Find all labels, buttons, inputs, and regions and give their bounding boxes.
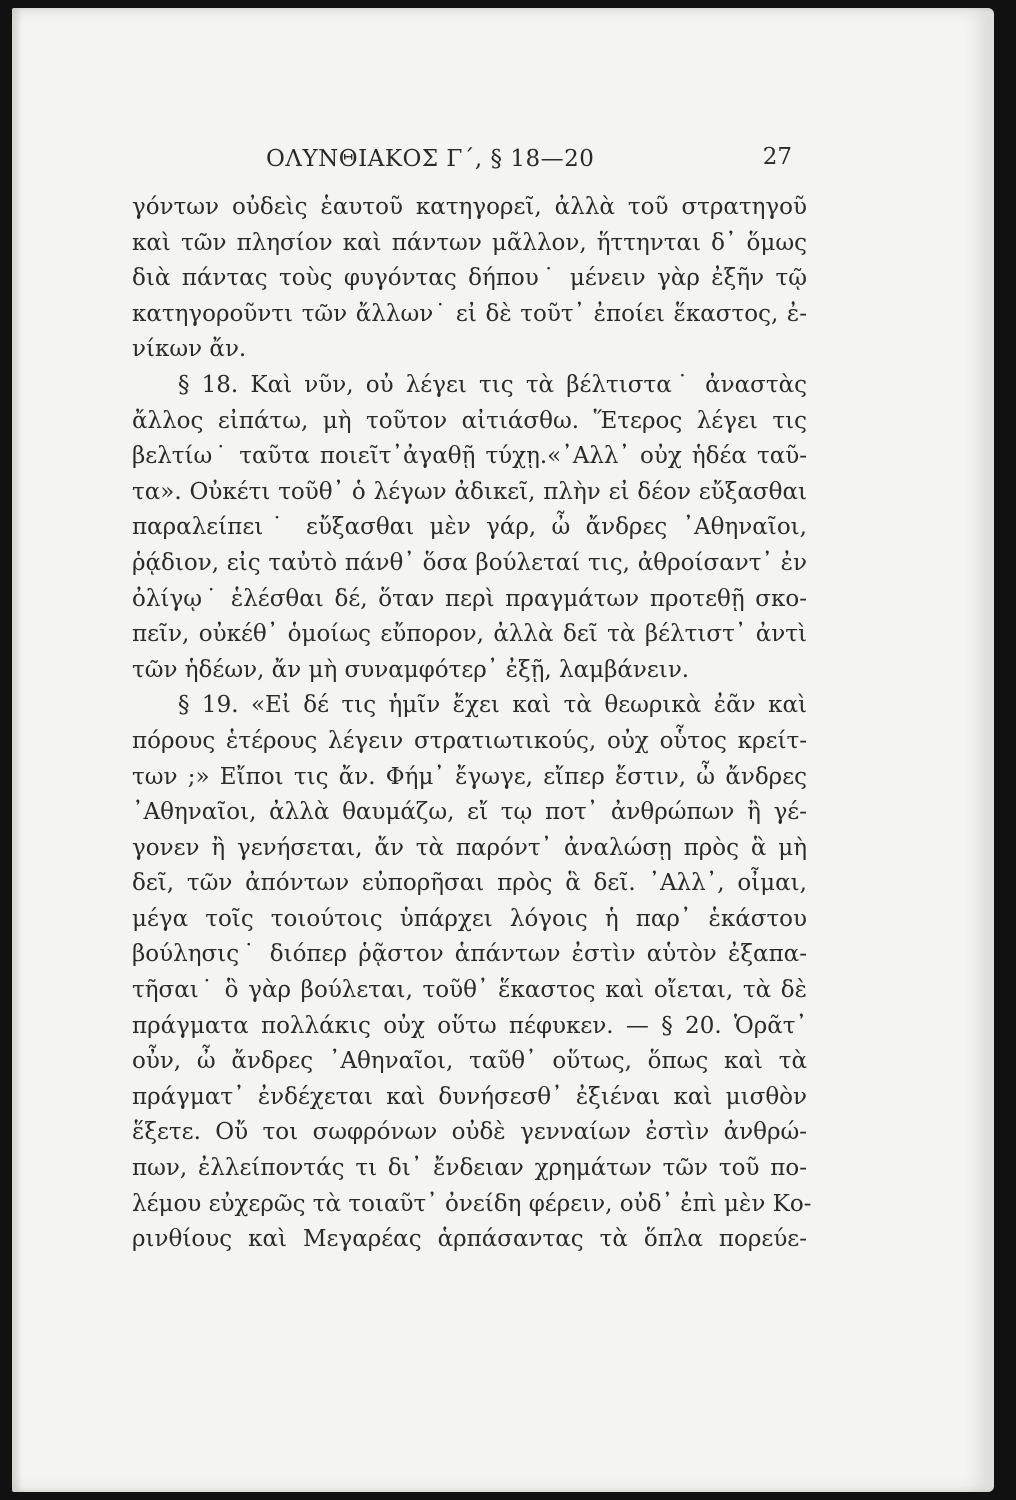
text-line: ῥᾴδιον, εἰς ταὐτὸ πάνθ᾽ ὅσα βούλεταί τις, ἀθροίσαντ᾽ ἐν xyxy=(132,549,807,576)
text-line: των ;» Εἴποι τις ἄν. Φήμ᾽ ἔγωγε, εἴπερ ἔστιν, ὦ ἄνδρες xyxy=(132,763,807,790)
text-line: δεῖ, τῶν ἀπόντων εὐπορῆσαι πρὸς ἃ δεῖ. ᾽Αλλ᾽, οἶμαι, xyxy=(132,870,807,897)
running-title: ΟΛΥΝΘΙΑΚΟΣ Γ΄, § 18—20 xyxy=(266,146,595,172)
text-line: πράγματα πολλάκις οὐχ οὕτω πέφυκεν. — § 20. Ὁρᾶτ᾽ xyxy=(132,1012,807,1039)
text-line: λέμου εὐχερῶς τὰ τοιαῦτ᾽ ὀνείδη φέρειν, οὐδ᾽ ἐπὶ μὲν Κο- xyxy=(132,1190,812,1217)
text-line: νίκων ἄν. xyxy=(132,336,247,363)
text-line: τῆσαι˙ ὃ γὰρ βούλεται, τοῦθ᾽ ἕκαστος καὶ οἴεται, τὰ δὲ xyxy=(132,977,807,1004)
text-line: οὖν, ὦ ἄνδρες ᾽Αθηναῖοι, ταῦθ᾽ οὕτως, ὅπως καὶ τὰ xyxy=(132,1048,807,1075)
text-line: τα». Οὐκέτι τοῦθ᾽ ὁ λέγων ἀδικεῖ, πλὴν εἰ δέον εὔξασθαι xyxy=(132,478,807,505)
text-line: ἕξετε. Οὔ τοι σωφρόνων οὐδὲ γενναίων ἐστὶν ἀνθρώ- xyxy=(132,1119,807,1146)
text-line: διὰ πάντας τοὺς φυγόντας δήπου˙ μένειν γὰρ ἐξῆν τῷ xyxy=(132,265,807,292)
book-page xyxy=(12,8,994,1492)
text-line: ρινθίους καὶ Μεγαρέας ἁρπάσαντας τὰ ὅπλα πορεύε- xyxy=(132,1226,807,1253)
text-line: τῶν ἡδέων, ἄν μὴ συναμφότερ᾽ ἐξῇ, λαμβάνειν. xyxy=(132,656,690,683)
section-19-start: § 19. «Εἰ δέ τις ἡμῖν ἔχει καὶ τὰ θεωρικὰ ἐᾶν καὶ xyxy=(178,692,807,719)
text-line: γονεν ἢ γενήσεται, ἄν τὰ παρόντ᾽ ἀναλώσῃ πρὸς ἃ μὴ xyxy=(132,834,807,861)
page-header xyxy=(262,146,792,182)
text-line: πων, ἐλλείποντάς τι δι᾽ ἔνδειαν χρημάτων τῶν τοῦ πο- xyxy=(132,1155,807,1182)
text-line: ἄλλος εἰπάτω, μὴ τοῦτον αἰτιάσθω. Ἕτερος λέγει τις xyxy=(132,407,807,434)
text-line: ᾽Αθηναῖοι, ἀλλὰ θαυμάζω, εἴ τῳ ποτ᾽ ἀνθρώπων ἢ γέ- xyxy=(132,799,807,826)
text-line: μέγα τοῖς τοιούτοις ὑπάρχει λόγοις ἡ παρ᾽ ἑκάστου xyxy=(132,905,807,932)
section-18-start: § 18. Καὶ νῦν, οὐ λέγει τις τὰ βέλτιστα˙ ἀναστὰς xyxy=(178,371,807,398)
text-line: βούλησις˙ διόπερ ῥᾷστον ἁπάντων ἐστὶν αὑτὸν ἐξαπα- xyxy=(132,941,807,968)
text-line: καὶ τῶν πλησίον καὶ πάντων μᾶλλον, ἥττηνται δ᾽ ὅμως xyxy=(132,229,807,256)
text-line: κατηγοροῦντι τῶν ἄλλων˙ εἰ δὲ τοῦτ᾽ ἐποίει ἕκαστος, ἐ- xyxy=(132,300,807,327)
page-number: 27 xyxy=(762,144,792,170)
text-line: πόρους ἑτέρους λέγειν στρατιωτικούς, οὐχ οὗτος κρείτ- xyxy=(132,727,807,754)
text-line: βελτίω˙ ταῦτα ποιεῖτ᾽ἀγαθῇ τύχῃ.«᾽Αλλ᾽ οὐχ ἡδέα ταῦ- xyxy=(132,443,807,470)
text-line: πεῖν, οὐκέθ᾽ ὁμοίως εὔπορον, ἀλλὰ δεῖ τὰ βέλτιστ᾽ ἀντὶ xyxy=(132,621,807,648)
text-line: πράγματ᾽ ἐνδέχεται καὶ δυνήσεσθ᾽ ἐξιέναι καὶ μισθὸν xyxy=(132,1083,807,1110)
text-line: παραλείπει˙ εὔξασθαι μὲν γάρ, ὦ ἄνδρες ᾽Αθηναῖοι, xyxy=(132,514,807,541)
text-line: ὀλίγῳ˙ ἑλέσθαι δέ, ὅταν περὶ πραγμάτων προτεθῇ σκο- xyxy=(132,585,807,612)
body-text xyxy=(132,190,812,1258)
text-line: γόντων οὐδεὶς ἑαυτοῦ κατηγορεῖ, ἀλλὰ τοῦ στρατηγοῦ xyxy=(132,194,807,220)
